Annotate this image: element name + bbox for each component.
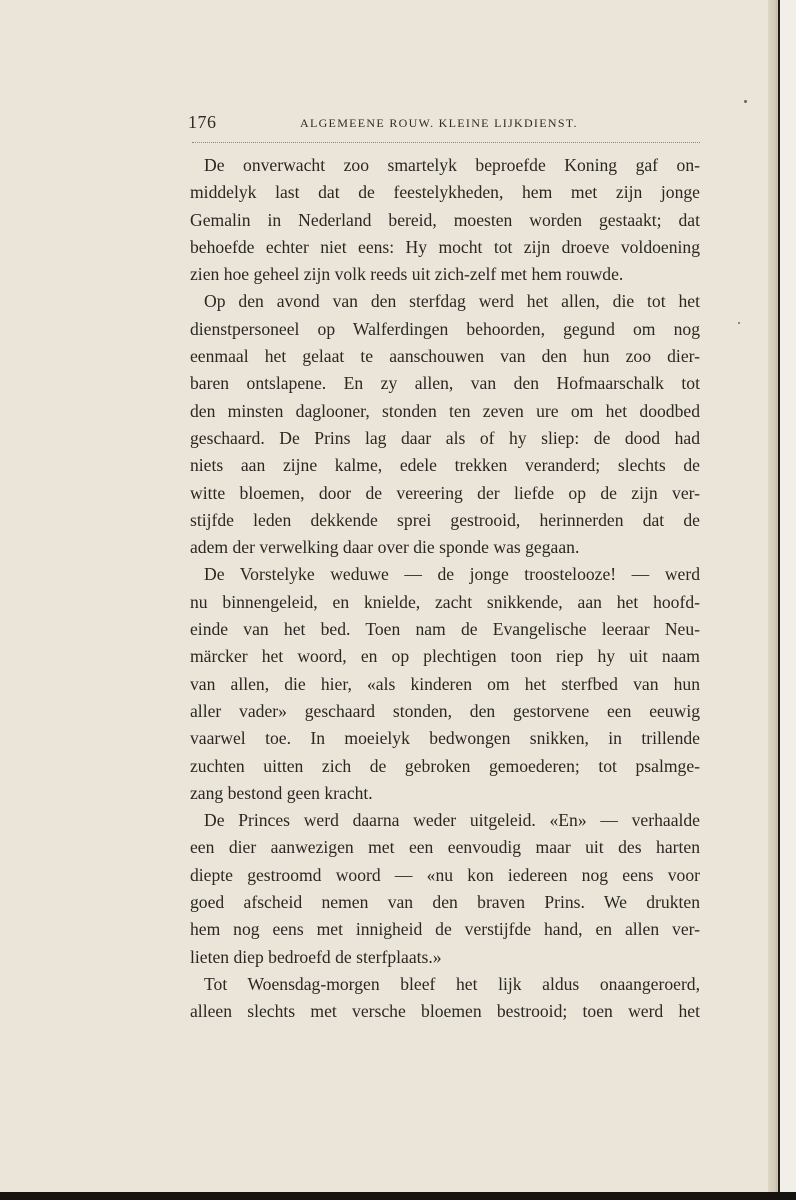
scan-border [0,1192,796,1200]
scan-margin [780,0,796,1200]
text-line: nu binnengeleid, en knielde, zacht snikkende, aan het hoofd- [190,591,700,612]
text-line: Op den avond van den sterfdag werd het allen, die tot het [204,291,700,312]
text-line: lieten diep bedroefd de sterfplaats.» [190,946,442,967]
text-line: niets aan zijne kalme, edele trekken veranderd; slechts de [190,455,700,476]
text-line: goed afscheid nemen van den braven Prins. We drukten [190,892,700,913]
body-text [190,152,700,1026]
page-header [188,112,700,136]
paper-speck [738,322,740,324]
text-line: baren ontslapene. En zy allen, van den Hofmaarschalk tot [190,373,700,394]
text-line: adem der verwelking daar over die sponde was gegaan. [190,537,580,558]
header-rule [192,142,700,143]
text-line: alleen slechts met versche bloemen bestrooid; toen werd het [190,1001,700,1022]
text-line: dienstpersoneel op Walferdingen behoorden, gegund om nog [190,318,700,339]
text-line: hem nog eens met innigheid de verstijfde hand, en allen ver- [190,919,700,940]
text-line: märcker het woord, en op plechtigen toon riep hy uit naam [190,646,700,667]
text-line: middelyk last dat de feestelykheden, hem met zijn jonge [190,182,700,203]
text-line: De Princes werd daarna weder uitgeleid. «En» — verhaalde [204,810,700,831]
text-line: zuchten uitten zich de gebroken gemoederen; tot psalmge- [190,755,700,776]
text-line: Gemalin in Nederland bereid, moesten worden gestaakt; dat [190,209,700,230]
text-line: den minsten daglooner, stonden ten zeven ure om het doodbed [190,400,700,421]
running-head: ALGEMEENE ROUW. KLEINE LIJKDIENST. [300,116,578,130]
text-line: aller vader» geschaard stonden, den gestorvene een eeuwig [190,700,700,721]
text-line: De onverwacht zoo smartelyk beproefde Koning gaf on- [204,155,700,175]
page-edge [768,0,776,1192]
text-line: zien hoe geheel zijn volk reeds uit zich-zelf met hem rouwde. [190,264,624,285]
text-line: einde van het bed. Toen nam de Evangelische leeraar Neu- [190,619,700,640]
text-line: witte bloemen, door de vereering der liefde op de zijn ver- [190,482,700,503]
paper-speck [744,100,747,103]
text-line: vaarwel toe. In moeielyk bedwongen snikken, in trillende [190,728,700,749]
text-line: Tot Woensdag-morgen bleef het lijk aldus onaangeroerd, [204,973,700,994]
text-line: geschaard. De Prins lag daar als of hy sliep: de dood had [190,427,700,448]
text-line: zang bestond geen kracht. [190,782,373,803]
text-line: De Vorstelyke weduwe — de jonge troostelooze! — werd [204,564,700,585]
text-line: diepte gestroomd woord — «nu kon iedereen nog eens voor [190,864,700,885]
text-line: van allen, die hier, «als kinderen om het sterfbed van hun [190,673,700,694]
text-line: stijfde leden dekkende sprei gestrooid, herinnerden dat de [190,509,700,530]
text-line: eenmaal het gelaat te aanschouwen van den hun zoo dier- [190,346,700,367]
text-line: een dier aanwezigen met een eenvoudig maar uit des harten [190,837,700,858]
page-number: 176 [188,112,217,132]
text-line: behoefde echter niet eens: Hy mocht tot zijn droeve voldoening [190,236,700,257]
